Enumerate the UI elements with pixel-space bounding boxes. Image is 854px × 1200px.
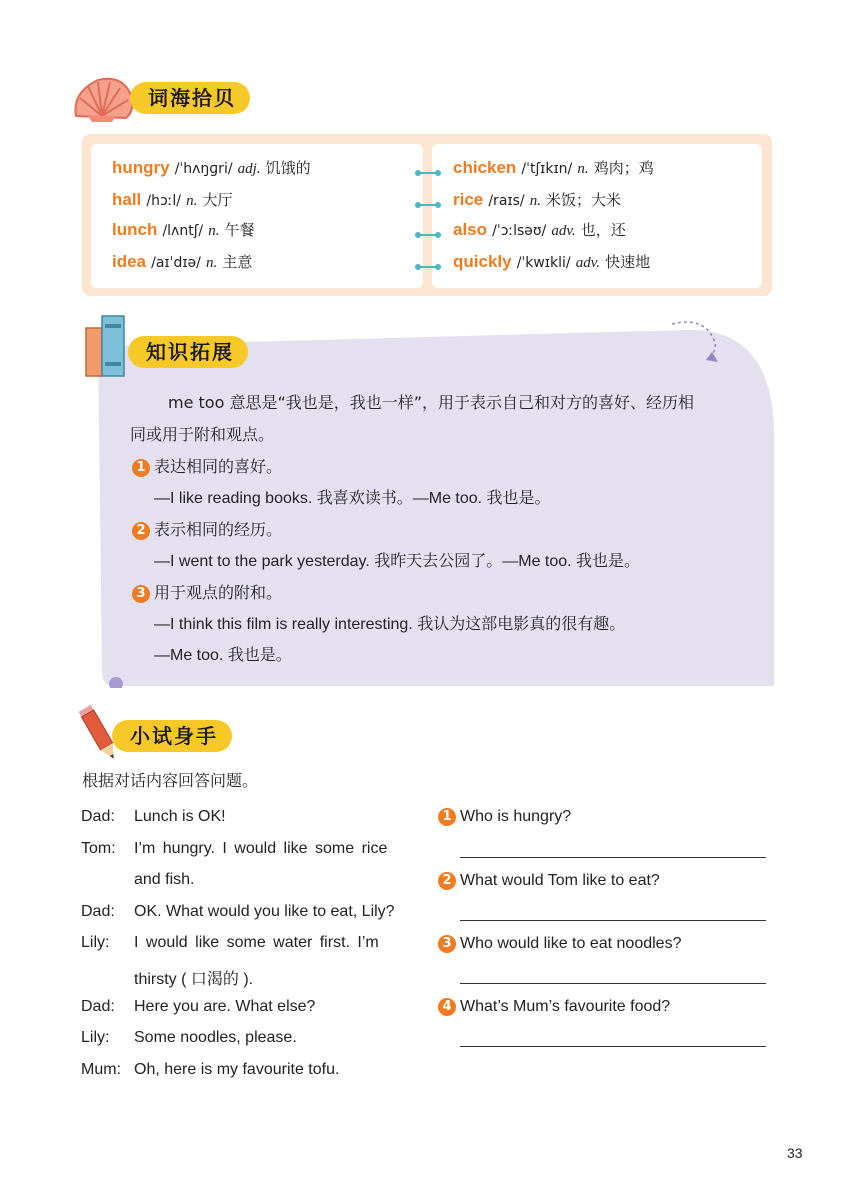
vocab-entry: [453, 156, 654, 180]
connector-icon: [418, 172, 438, 174]
knowledge-section-header: [84, 332, 284, 372]
vocab-pos: n.: [205, 255, 218, 271]
vocab-ipa: /hɔːl/: [146, 193, 181, 209]
question-4: [438, 998, 670, 1016]
number-badge-icon: 2: [438, 872, 456, 890]
dialogue-line: and fish.: [134, 871, 195, 888]
vocab-meaning: 米饭；大米: [546, 191, 622, 209]
question-2: [438, 872, 660, 890]
vocab-word: idea: [112, 252, 147, 271]
knowledge-example: —Me too. 我也是。: [154, 647, 292, 664]
vocab-entry: [453, 250, 650, 274]
answer-line[interactable]: [460, 1046, 766, 1047]
knowledge-intro-line2: 同或用于附和观点。: [130, 425, 275, 444]
knowledge-point-title: 表达相同的喜好。: [154, 457, 283, 476]
vocab-card-left: [91, 144, 423, 288]
vocab-word: also: [453, 220, 488, 239]
question-3: [438, 935, 681, 953]
knowledge-example: —I like reading books. 我喜欢读书。—Me too. 我也是。: [154, 490, 551, 507]
knowledge-point-title: 表示相同的经历。: [154, 520, 283, 539]
question-text: Who would like to eat noodles?: [460, 935, 682, 952]
vocab-meaning: 大厅: [202, 191, 233, 209]
number-badge-icon: 3: [132, 585, 150, 603]
knowledge-point-1: [132, 454, 282, 477]
vocab-ipa: /aɪˈdɪə/: [151, 255, 201, 271]
vocab-ipa: /ˈɔːlsəʊ/: [492, 223, 547, 239]
number-badge-icon: 2: [132, 522, 150, 540]
dialogue-speaker: Lily:: [81, 1029, 110, 1046]
vocab-meaning: 也，还: [580, 221, 626, 239]
knowledge-point-2: [132, 517, 282, 540]
dialogue-speaker: Dad:: [81, 903, 115, 920]
dialogue-line: OK. What would you like to eat, Lily?: [134, 903, 395, 920]
vocab-ipa: /ˈtʃɪkɪn/: [521, 161, 573, 177]
vocab-meaning: 主意: [222, 253, 253, 271]
vocab-ipa: /raɪs/: [488, 193, 525, 209]
vocab-word: quickly: [453, 252, 512, 271]
page-number: 33: [787, 1145, 803, 1161]
number-badge-icon: 4: [438, 998, 456, 1016]
vocab-pos: adj.: [237, 161, 261, 177]
connector-icon: [418, 234, 438, 236]
vocab-card-right: [432, 144, 762, 288]
vocab-section-title: 词海拾贝: [130, 82, 250, 114]
dialogue-speaker: Dad:: [81, 998, 115, 1015]
dialogue-line: I would like some water first. I’m: [134, 934, 379, 951]
vocab-meaning: 饥饿的: [265, 159, 311, 177]
vocab-ipa: /ˈkwɪkli/: [516, 255, 571, 271]
question-text: What would Tom like to eat?: [460, 872, 660, 889]
question-1: [438, 808, 571, 826]
vocab-entry: [112, 188, 232, 212]
dialogue-line: thirsty ( 口渴的 ).: [134, 971, 254, 988]
dialogue-speaker: Tom:: [81, 840, 116, 857]
answer-line[interactable]: [460, 983, 766, 984]
vocab-entry: [112, 156, 311, 180]
knowledge-point-title: 用于观点的附和。: [154, 583, 283, 602]
connector-icon: [418, 204, 438, 206]
vocab-word: chicken: [453, 158, 517, 177]
practice-instruction: 根据对话内容回答问题。: [82, 771, 259, 790]
vocab-entry: [453, 218, 626, 242]
vocab-pos: n.: [529, 193, 541, 209]
vocab-meaning: 快速地: [605, 253, 651, 271]
vocab-ipa: /lʌntʃ/: [162, 223, 204, 239]
vocab-pos: n.: [208, 223, 220, 239]
vocab-word: hungry: [112, 158, 170, 177]
vocab-word: lunch: [112, 220, 158, 239]
question-text: What’s Mum’s favourite food?: [460, 998, 671, 1015]
answer-line[interactable]: [460, 857, 766, 858]
vocab-pos: adv.: [551, 223, 576, 239]
vocab-pos: adv.: [575, 255, 601, 271]
dialogue-line: Here you are. What else?: [134, 998, 316, 1015]
practice-section-title: 小试身手: [112, 720, 232, 752]
connector-icon: [418, 266, 438, 268]
dialogue-line: I’m hungry. I would like some rice: [134, 840, 388, 857]
dialogue-line: Some noodles, please.: [134, 1029, 297, 1046]
knowledge-point-3: [132, 580, 282, 603]
books-icon: [84, 314, 130, 380]
dialogue-line: Oh, here is my favourite tofu.: [134, 1061, 340, 1078]
question-text: Who is hungry?: [460, 808, 572, 825]
knowledge-example: —I went to the park yesterday. 我昨天去公园了。—Me too. 我也是。: [154, 553, 641, 570]
dialogue-speaker: Mum:: [81, 1061, 121, 1078]
vocab-section-header: [68, 78, 268, 118]
vocab-ipa: /ˈhʌŋɡri/: [174, 161, 233, 177]
vocab-pos: n.: [577, 161, 589, 177]
vocab-box: [82, 134, 772, 296]
number-badge-icon: 3: [438, 935, 456, 953]
vocab-word: hall: [112, 190, 142, 209]
vocab-meaning: 鸡肉；鸡: [593, 159, 654, 177]
dialogue-speaker: Lily:: [81, 934, 110, 951]
practice-section-header: [78, 716, 278, 756]
vocab-entry: [453, 188, 621, 212]
vocab-word: rice: [453, 190, 484, 209]
vocab-pos: n.: [186, 193, 198, 209]
number-badge-icon: 1: [438, 808, 456, 826]
dialogue-line: Lunch is OK!: [134, 808, 226, 825]
answer-line[interactable]: [460, 920, 766, 921]
number-badge-icon: 1: [132, 459, 150, 477]
knowledge-intro-line1: me too 意思是“我也是，我也一样”，用于表示自己和对方的喜好、经历相: [168, 393, 695, 412]
vocab-meaning: 午餐: [224, 221, 255, 239]
knowledge-example: —I think this film is really interesting. 我认为这部电影真的很有趣。: [154, 616, 626, 633]
seashell-icon: [68, 72, 138, 124]
dialogue-speaker: Dad:: [81, 808, 115, 825]
vocab-entry: [112, 250, 252, 274]
vocab-entry: [112, 218, 255, 242]
knowledge-section-title: 知识拓展: [128, 336, 248, 368]
